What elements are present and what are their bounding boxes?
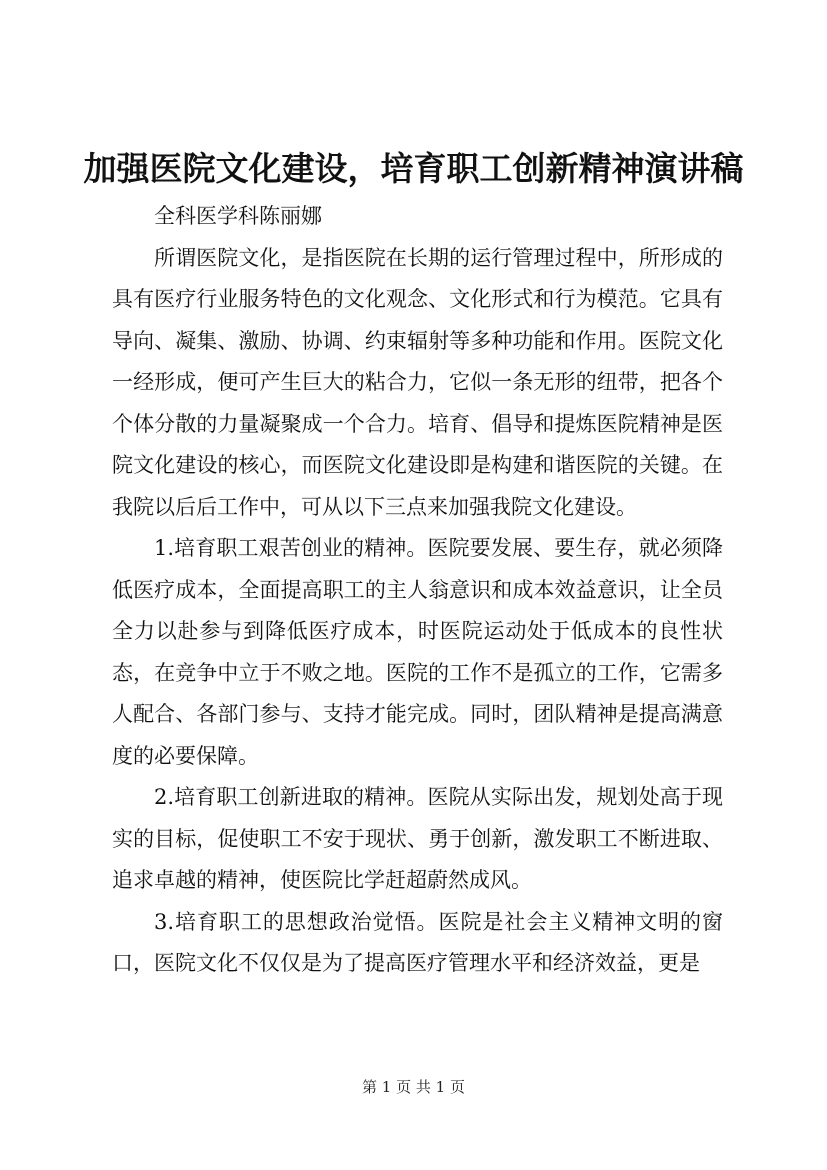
paragraph-point-2: 2.培育职工创新进取的精神。医院从实际出发，规划处高于现实的目标，促使职工不安于现状、勇于创新，激发职工不断进取、追求卓越的精神，使医院比学赶超蔚然成风。 <box>112 785 723 892</box>
paragraph-intro: 所谓医院文化，是指医院在长期的运行管理过程中，所形成的具有医疗行业服务特色的文化观念、文化形式和行为模范。它具有导向、凝集、激励、协调、约束辐射等多种功能和作用。医院文化一经形成，便可产生巨大的粘合力，它似一条无形的纽带，把各个个体分散的力量凝聚成一个合力。培育、倡导和提炼医院精神是医院文化建设的核心，而医院文化建设即是构建和谐医院的关键。在我院以后后工作中，可从以下三点来加强我院文化建设。 <box>112 245 723 519</box>
author-line: 全科医学科陈丽娜 <box>154 204 322 228</box>
document-body <box>112 196 723 985</box>
page-footer: 第 1 页 共 1 页 <box>362 1078 465 1096</box>
paragraph-point-1: 1.培育职工艰苦创业的精神。医院要发展、要生存，就必须降低医疗成本，全面提高职工的主人翁意识和成本效益意识，让全员全力以赴参与到降低医疗成本，时医院运动处于低成本的良性状态，在竞争中立于不败之地。医院的工作不是孤立的工作，它需多人配合、各部门参与、支持才能完成。同时，团队精神是提高满意度的必要保障。 <box>112 536 723 768</box>
paragraph-point-3: 3.培育职工的思想政治觉悟。医院是社会主义精神文明的窗口，医院文化不仅仅是为了提高医疗管理水平和经济效益，更是 <box>112 909 723 975</box>
document-title: 加强医院文化建设，培育职工创新精神演讲稿 <box>83 149 744 188</box>
